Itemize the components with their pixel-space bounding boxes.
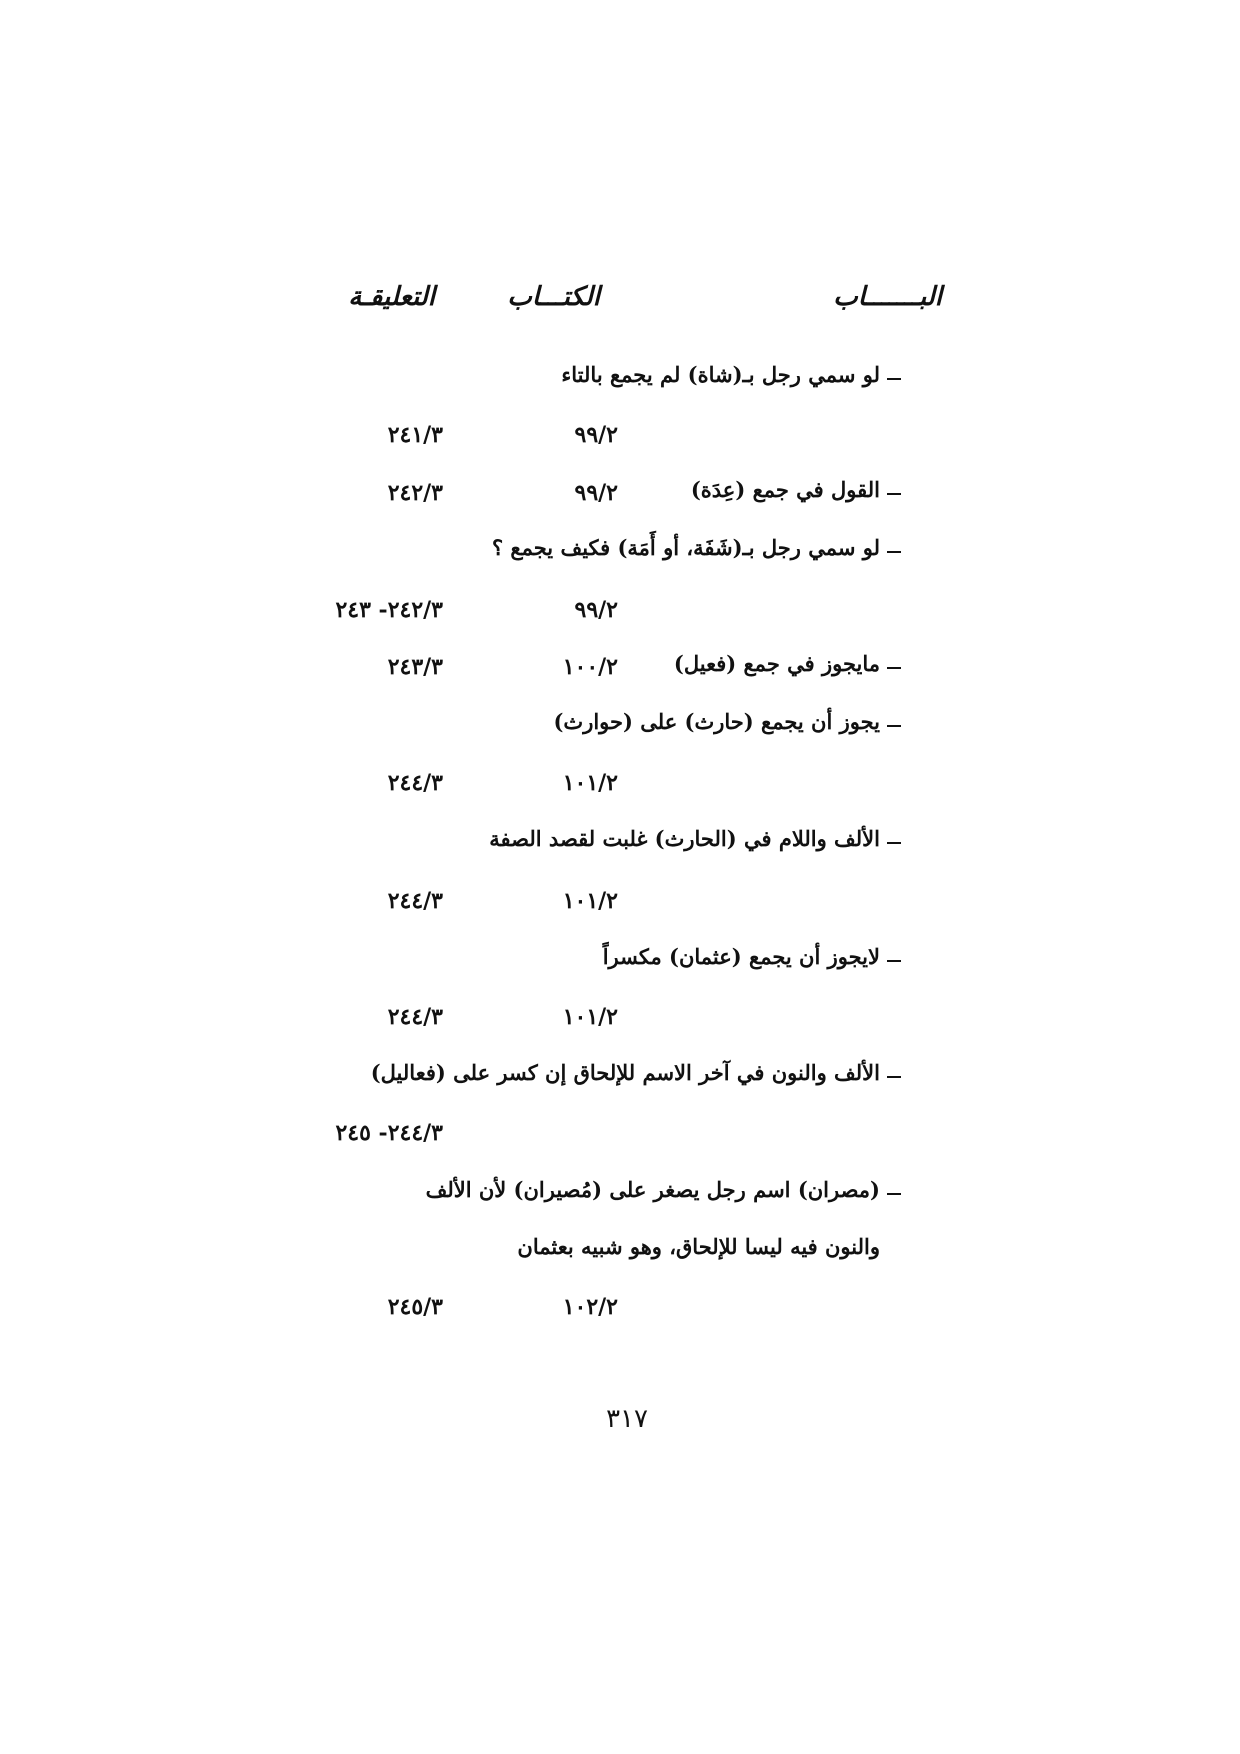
- entry-dash: [887, 551, 901, 553]
- entry-dash: [887, 725, 901, 727]
- entry-text: الألف والنون في آخر الاسم للإلحاق إن كسر على (فعاليل): [370, 1060, 880, 1085]
- entry-dash: [887, 1076, 901, 1078]
- entry-text: لايجوز أن يجمع (عثمان) مكسراً: [602, 944, 880, 969]
- entry-dash: [887, 493, 901, 495]
- entry-dash: [887, 960, 901, 962]
- kitab-ref: ١٠١/٢: [562, 888, 618, 914]
- header-taliqa: التعليقـة: [348, 282, 435, 312]
- kitab-ref: ٩٩/٢: [574, 480, 618, 506]
- kitab-ref: ١٠٢/٢: [562, 1294, 618, 1320]
- entry-text: الألف واللام في (الحارث) غلبت لقصد الصفة: [489, 826, 880, 851]
- taliqa-ref: ٢٤٢/٣: [387, 480, 443, 506]
- taliqa-ref: ٢٤١/٣: [387, 422, 443, 448]
- kitab-ref: ٩٩/٢: [574, 422, 618, 448]
- entry-text: (مصران) اسم رجل يصغر على (مُصيران) لأن الألف: [425, 1177, 880, 1202]
- entry-dash: [887, 1193, 901, 1195]
- entry-dash: [887, 842, 901, 844]
- taliqa-ref: ٢٤٤/٣: [387, 770, 443, 796]
- entry-text: القول في جمع (عِدَة): [690, 477, 880, 502]
- taliqa-ref: ٢٤٤/٣: [387, 1004, 443, 1030]
- kitab-ref: ١٠٠/٢: [562, 654, 618, 680]
- header-bab: البـــــــاب: [833, 282, 942, 312]
- entry-dash: [887, 378, 901, 380]
- entry-dash: [887, 667, 901, 669]
- taliqa-ref: ٢٤٥/٣: [387, 1294, 443, 1320]
- taliqa-ref: ٢٤٤/٣: [387, 888, 443, 914]
- taliqa-ref: ٢٤٤/٣- ٢٤٥: [335, 1120, 443, 1146]
- entry-text: يجوز أن يجمع (حارث) على (حوارث): [553, 709, 880, 734]
- entry-text: مايجوز في جمع (فعيل): [673, 651, 880, 676]
- taliqa-ref: ٢٤٢/٣- ٢٤٣: [335, 597, 443, 623]
- taliqa-ref: ٢٤٣/٣: [387, 654, 443, 680]
- kitab-ref: ٩٩/٢: [574, 597, 618, 623]
- entry-text-continuation: والنون فيه ليسا للإلحاق، وهو شبيه بعثمان: [517, 1234, 880, 1259]
- entry-text: لو سمي رجل بـ(شاة) لم يجمع بالتاء: [561, 362, 880, 387]
- kitab-ref: ١٠١/٢: [562, 770, 618, 796]
- entry-text: لو سمي رجل بـ(شَفَة، أو أَمَة) فكيف يجمع ؟: [491, 535, 880, 560]
- page-number: ٣١٧: [606, 1404, 648, 1434]
- header-kitab: الكتـــاب: [507, 282, 600, 312]
- kitab-ref: ١٠١/٢: [562, 1004, 618, 1030]
